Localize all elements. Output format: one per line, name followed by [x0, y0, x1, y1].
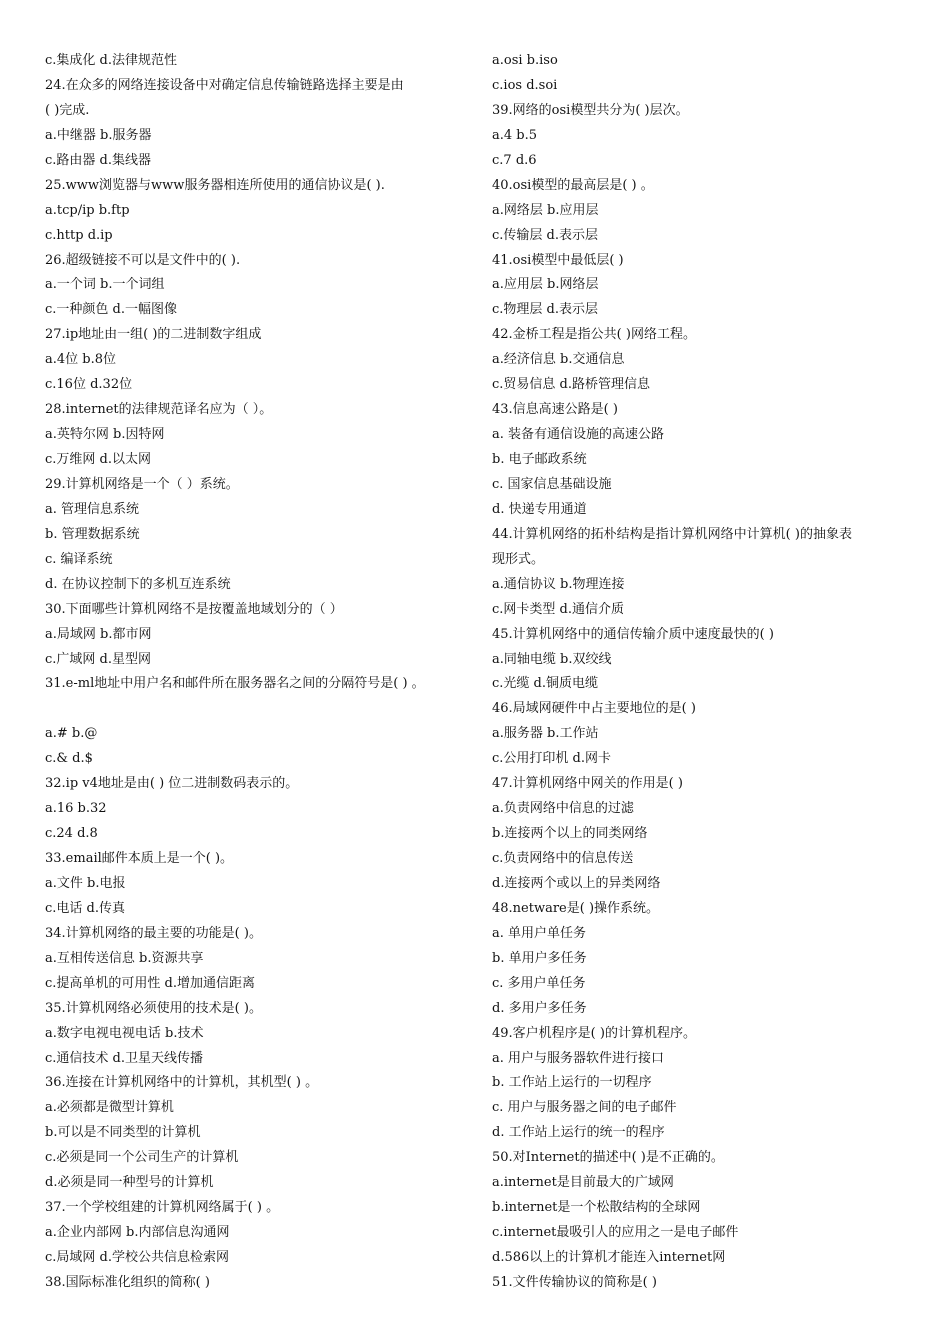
text-line: c.路由器 d.集线器 — [45, 152, 151, 168]
text-line: 51.文件传输协议的简称是( ) — [492, 1274, 657, 1290]
text-line: 40.osi模型的最高层是( ) 。 — [492, 177, 654, 193]
text-line: c. 编译系统 — [45, 551, 113, 567]
right-column — [492, 49, 912, 1296]
text-line: c.负责网络中的信息传送 — [492, 851, 634, 866]
text-line: a. 装备有通信设施的高速公路 — [492, 427, 665, 443]
text-line: a. 用户与服务器软件进行接口 — [492, 1050, 665, 1066]
text-line: c.公用打印机 d.网卡 — [492, 751, 611, 767]
text-line: c.ios d.soi — [492, 77, 558, 93]
text-line: c.局域网 d.学校公共信息检索网 — [45, 1250, 229, 1265]
text-line: 50.对Internet的描述中( )是不正确的。 — [492, 1150, 724, 1166]
text-line: ( )完成. — [45, 102, 90, 118]
text-line: b. 单用户多任务 — [492, 950, 587, 966]
text-line: a.数字电视电视电话 b.技术 — [45, 1025, 204, 1041]
text-line: 41.osi模型中最低层( ) — [492, 252, 624, 268]
text-line: a.internet是目前最大的广域网 — [492, 1175, 674, 1191]
text-line: 28.internet的法律规范译名应为（ ）。 — [45, 402, 273, 418]
text-line: c. 多用户单任务 — [492, 975, 586, 991]
text-line: a.应用层 b.网络层 — [492, 277, 599, 293]
text-line: 47.计算机网络中网关的作用是( ) — [492, 776, 683, 792]
text-line: 26.超级链接不可以是文件中的( ). — [45, 252, 241, 268]
text-line: a.# b.@ — [45, 726, 98, 742]
text-line: a.4位 b.8位 — [45, 352, 117, 368]
text-line: 36.连接在计算机网络中的计算机，其机型( ) 。 — [45, 1075, 319, 1091]
text-line: c.& d.$ — [45, 751, 93, 767]
text-line: b. 电子邮政系统 — [492, 452, 587, 467]
text-line: a.企业内部网 b.内部信息沟通网 — [45, 1225, 230, 1241]
text-line: 32.ip v4地址是由( ) 位二进制数码表示的。 — [45, 776, 299, 792]
text-line: c.广域网 d.星型网 — [45, 651, 151, 667]
text-line: a. 管理信息系统 — [45, 501, 140, 517]
text-line: c.internet最吸引人的应用之一是电子邮件 — [492, 1225, 739, 1241]
text-line: c.通信技术 d.卫星天线传播 — [45, 1050, 203, 1066]
text-line: d.连接两个或以上的异类网络 — [492, 875, 661, 891]
text-line: d.586以上的计算机才能连入internet网 — [492, 1250, 726, 1265]
text-line: a. 单用户单任务 — [492, 925, 587, 941]
text-line: c.电话 d.传真 — [45, 900, 125, 916]
text-line: 现形式。 — [492, 551, 545, 567]
text-line: a.中继器 b.服务器 — [45, 127, 152, 143]
text-line: a.互相传送信息 b.资源共享 — [45, 950, 204, 966]
text-line: d. 在协议控制下的多机互连系统 — [45, 576, 231, 592]
text-line: a.文件 b.电报 — [45, 875, 126, 891]
text-line: b. 工作站上运行的一切程序 — [492, 1075, 652, 1091]
text-line: 29.计算机网络是一个（ ）系统。 — [45, 476, 239, 492]
text-line: c.网卡类型 d.通信介质 — [492, 601, 624, 617]
text-line: a.osi b.iso — [492, 53, 558, 68]
text-line: 39.网络的osi模型共分为( )层次。 — [492, 102, 689, 118]
text-line: a.一个词 b.一个词组 — [45, 277, 165, 293]
text-line: c. 国家信息基础设施 — [492, 476, 612, 492]
text-line: 49.客户机程序是( )的计算机程序。 — [492, 1025, 696, 1041]
text-line: a.必须都是微型计算机 — [45, 1100, 174, 1116]
text-line: 42.金桥工程是指公共( )网络工程。 — [492, 327, 696, 343]
text-line: a.同轴电缆 b.双绞线 — [492, 651, 612, 667]
text-line: d.必须是同一种型号的计算机 — [45, 1175, 214, 1191]
text-line: d. 工作站上运行的统一的程序 — [492, 1125, 665, 1141]
text-line: a.英特尔网 b.因特网 — [45, 427, 165, 443]
text-line: c. 用户与服务器之间的电子邮件 — [492, 1100, 677, 1116]
text-line: c.物理层 d.表示层 — [492, 302, 598, 318]
text-line: b. 管理数据系统 — [45, 526, 140, 542]
text-line: b.internet是一个松散结构的全球网 — [492, 1200, 701, 1216]
text-line: d. 多用户多任务 — [492, 1000, 587, 1016]
text-line: a.负责网络中信息的过滤 — [492, 801, 634, 817]
text-line: 25.www浏览器与www服务器相连所使用的通信协议是( ). — [45, 177, 385, 193]
text-line: a.通信协议 b.物理连接 — [492, 576, 625, 592]
text-line: 34.计算机网络的最主要的功能是( )。 — [45, 925, 262, 941]
left-column — [45, 49, 475, 1296]
text-line: 46.局域网硬件中占主要地位的是( ) — [492, 701, 696, 717]
text-line: c.一种颜色 d.一幅图像 — [45, 302, 177, 318]
text-line: a.局域网 b.都市网 — [45, 626, 152, 642]
text-line: 43.信息高速公路是( ) — [492, 402, 618, 418]
text-line: 24.在众多的网络连接设备中对确定信息传输链路选择主要是由 — [45, 77, 404, 93]
text-line: c.集成化 d.法律规范性 — [45, 53, 177, 68]
text-line: a.经济信息 b.交通信息 — [492, 352, 625, 368]
text-line — [45, 697, 475, 722]
text-line: c.7 d.6 — [492, 152, 537, 168]
text-line: c.24 d.8 — [45, 826, 98, 842]
text-line: 44.计算机网络的拓朴结构是指计算机网络中计算机( )的抽象表 — [492, 526, 852, 542]
text-line: c.光缆 d.铜质电缆 — [492, 676, 598, 692]
text-line: 45.计算机网络中的通信传输介质中速度最快的( ) — [492, 626, 774, 642]
text-line: b.可以是不同类型的计算机 — [45, 1125, 201, 1141]
text-line: 33.email邮件本质上是一个( )。 — [45, 851, 234, 866]
text-line: 37.一个学校组建的计算机网络属于( ) 。 — [45, 1200, 280, 1216]
text-line: b.连接两个以上的同类网络 — [492, 826, 648, 842]
text-line: c.传输层 d.表示层 — [492, 227, 598, 243]
text-line: a.服务器 b.工作站 — [492, 726, 599, 742]
text-line: c.必须是同一个公司生产的计算机 — [45, 1150, 239, 1166]
text-line: 31.e-ml地址中用户名和邮件所在服务器名之间的分隔符号是( ) 。 — [45, 676, 425, 692]
text-line: 30.下面哪些计算机网络不是按覆盖地域划分的（ ） — [45, 601, 343, 617]
text-line: c.16位 d.32位 — [45, 377, 133, 393]
text-line: 48.netware是( )操作系统。 — [492, 900, 660, 916]
text-line: d. 快递专用通道 — [492, 501, 587, 517]
text-line: a.tcp/ip b.ftp — [45, 202, 130, 218]
text-line: a.网络层 b.应用层 — [492, 202, 599, 218]
text-line: a.4 b.5 — [492, 127, 538, 143]
text-line: c.万维网 d.以太网 — [45, 452, 151, 467]
text-line: c.http d.ip — [45, 227, 113, 243]
text-line: 35.计算机网络必须使用的技术是( )。 — [45, 1000, 262, 1016]
text-line: 38.国际标准化组织的简称( ) — [45, 1274, 210, 1290]
text-line: c.贸易信息 d.路桥管理信息 — [492, 377, 650, 393]
text-line: 27.ip地址由一组( )的二进制数字组成 — [45, 327, 262, 343]
text-line: a.16 b.32 — [45, 801, 107, 817]
text-line: c.提高单机的可用性 d.增加通信距离 — [45, 975, 255, 991]
